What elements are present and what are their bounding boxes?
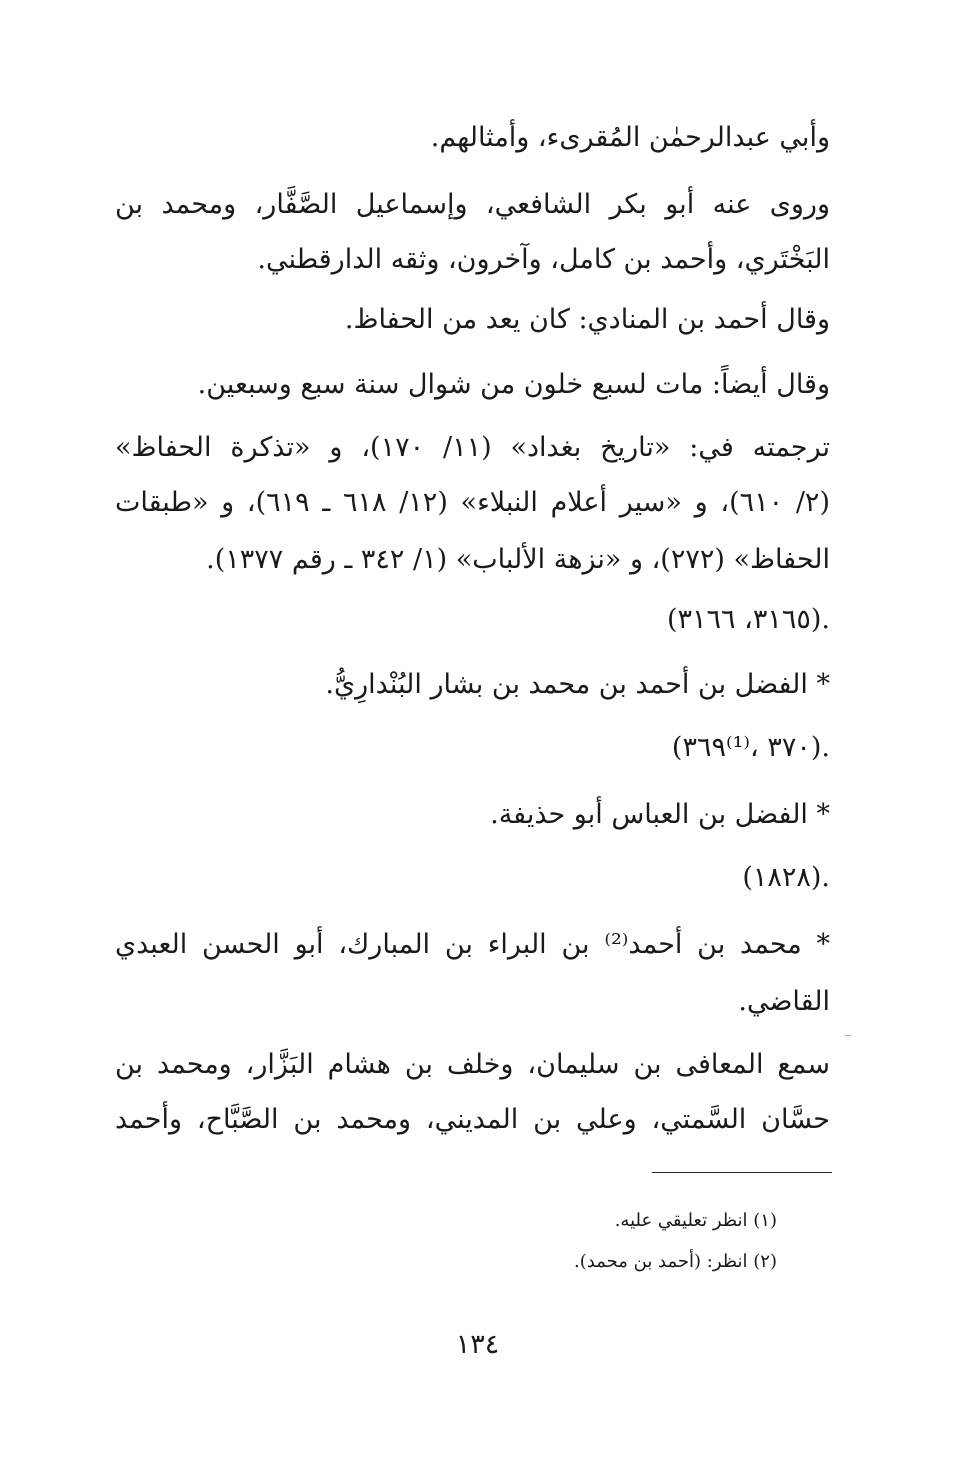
footnote-1: (١) انظر تعليقي عليه. (614, 1210, 777, 1231)
entry-heading-muhammad-bara-1: * محمد بن أحمد⁽²⁾ بن البراء بن المبارك، أبو الحسن العبدي (115, 929, 830, 960)
text-line-sources-1: ترجمته في: «تاريخ بغداد» (١١/ ١٧٠)، و «تذكرة الحفاظ» (115, 432, 830, 463)
text-line-sources-3: الحفاظ» (٢٧٢)، و «نزهة الألباب» (١/ ٣٤٢ ـ رقم ١٣٧٧). (206, 544, 830, 575)
text-line-teachers-2: حسَّان السَّمتي، وعلي بن المديني، ومحمد بن الصَّبَّاح، وأحمد (115, 1104, 830, 1135)
entry-heading-fadl-abbas: * الفضل بن العباس أبو حذيفة. (490, 799, 830, 830)
text-line-sources-2: (٢/ ٦١٠)، و «سير أعلام النبلاء» (١٢/ ٦١٨ ـ ٦١٩)، و «طبقات (115, 487, 830, 518)
text-line-death-date: وقال أيضاً: مات لسبع خلون من شوال سنة سبع وسبعين. (197, 369, 830, 400)
entry-heading-muhammad-bara-2: القاضي. (738, 986, 830, 1017)
footnote-separator (652, 1172, 832, 1173)
entry-heading-fadl-bundari: * الفضل بن أحمد بن محمد بن بشار البُنْدارِيُّ. (325, 669, 830, 700)
text-line-quote-munadi: وقال أحمد بن المنادي: كان يعد من الحفاظ. (344, 304, 830, 335)
text-line-teachers-1: سمع المعافى بن سليمان، وخلف بن هشام البَزَّار، ومحمد بن (115, 1049, 830, 1080)
text-line-continuation: وأبي عبدالرحمٰن المُقرىء، وأمثالهم. (430, 122, 830, 153)
text-line-references-3: (١٨٢٨). (742, 862, 830, 893)
page-number: ١٣٤ (455, 1329, 500, 1360)
margin-mark (845, 1035, 851, 1036)
footnote-2: (٢) انظر: (أحمد بن محمد). (574, 1251, 777, 1272)
text-line-references-1: (٣١٦٥، ٣١٦٦). (667, 604, 830, 635)
text-line-narrators-2: البَخْتَري، وأحمد بن كامل، وآخرون، وثقه الدارقطني. (257, 244, 830, 275)
text-line-narrators-1: وروى عنه أبو بكر الشافعي، وإسماعيل الصَّفَّار، ومحمد بن (115, 189, 830, 220)
text-line-references-2: (٣٦٩⁽¹⁾، ٣٧٠). (671, 732, 830, 763)
